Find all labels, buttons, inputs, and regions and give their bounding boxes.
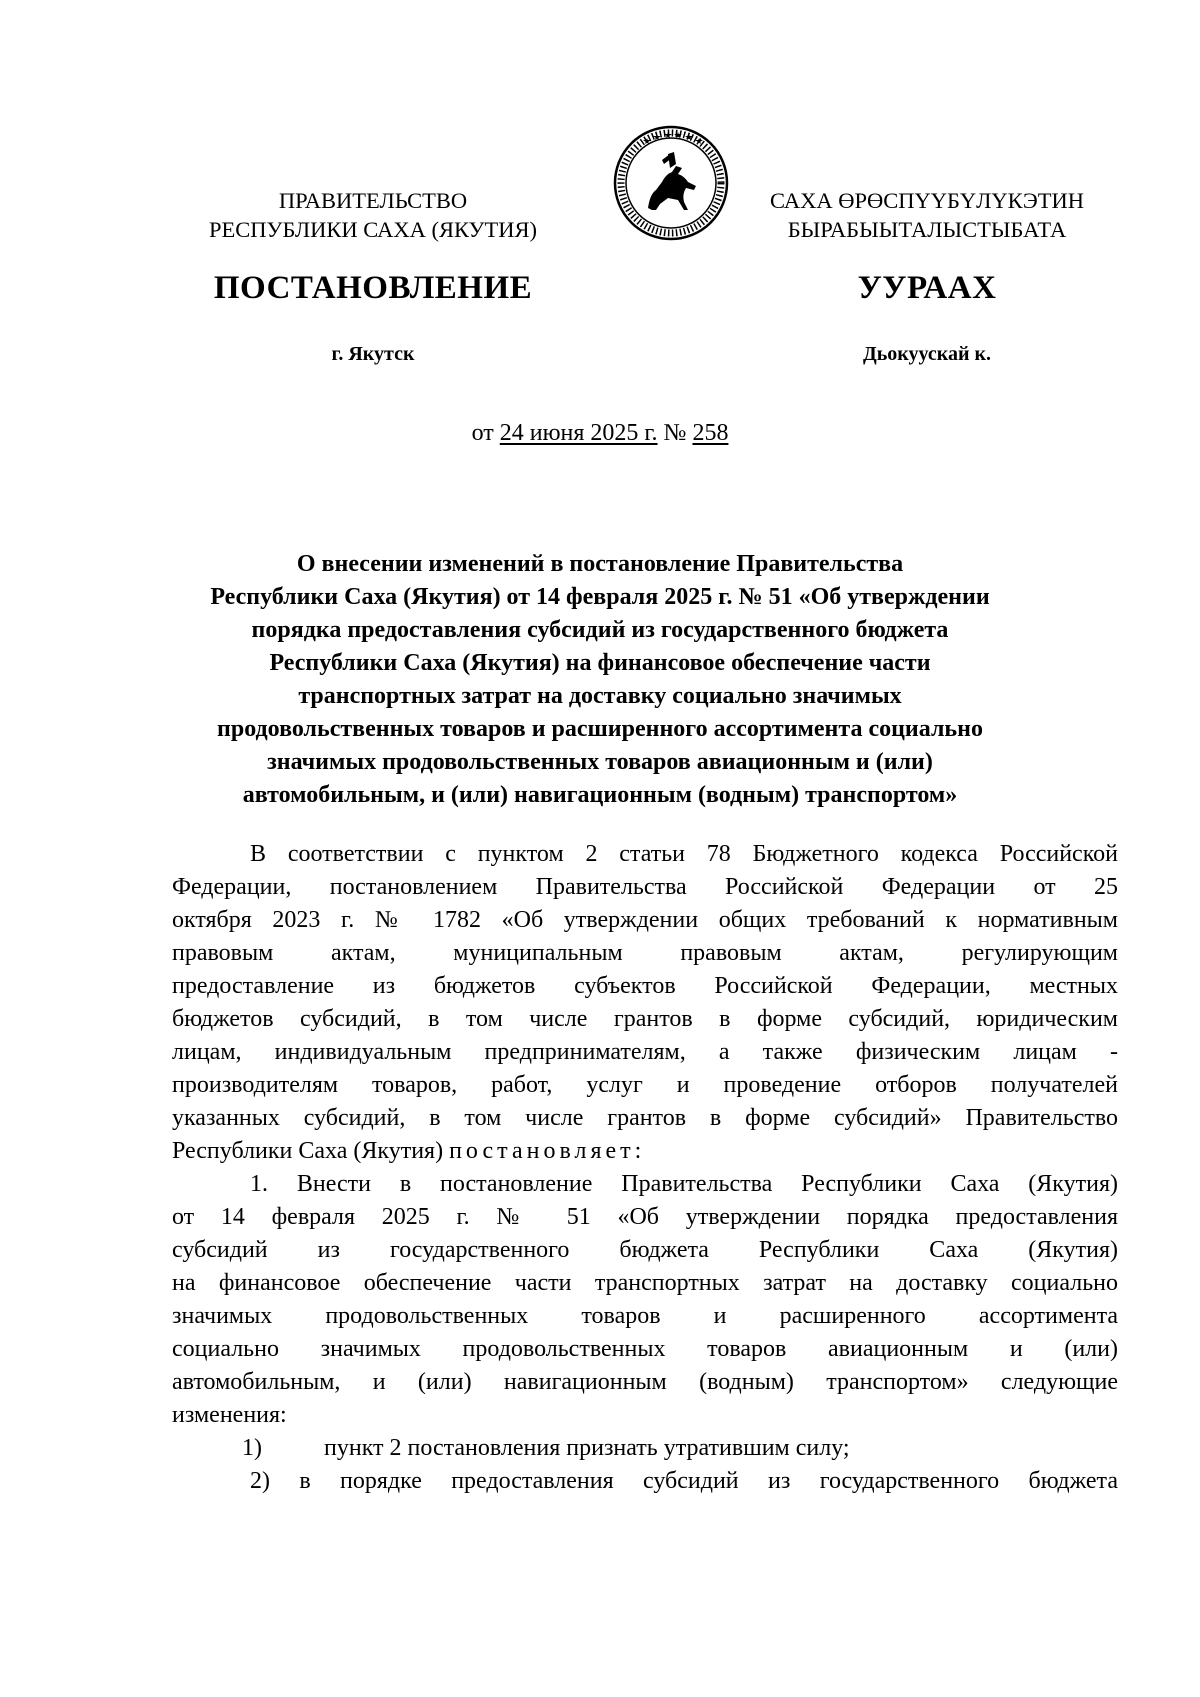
preamble-paragraph bbox=[172, 838, 1118, 1168]
item-1-paragraph bbox=[172, 1168, 1118, 1432]
body-line: изменения: bbox=[172, 1402, 287, 1428]
body-line: предоставление из бюджетов субъектов Российской Федерации, местных bbox=[172, 973, 1118, 999]
title-line: О внесении изменений в постановление Правительства bbox=[296, 551, 904, 577]
body-line: 2) в порядке предоставления субсидий из государственного бюджета bbox=[250, 1468, 1118, 1494]
body-line: от 14 февраля 2025 г. № 51 «Об утверждении порядка предоставления bbox=[172, 1204, 1118, 1230]
document-title bbox=[170, 548, 1030, 812]
government-name-sakha bbox=[717, 186, 1137, 244]
title-line: автомобильным, и (или) навигационным (водным) транспортом» bbox=[242, 782, 958, 808]
resolution-verb: постановляет: bbox=[449, 1138, 646, 1164]
title-line: Республики Саха (Якутия) на финансовое обеспечение части bbox=[269, 650, 931, 676]
city-sakha: Дьокуускай к. bbox=[862, 343, 992, 365]
document-number: 258 bbox=[692, 420, 729, 446]
body-line: значимых продовольственных товаров и расширенного ассортимента bbox=[172, 1303, 1118, 1329]
title-line: продовольственных товаров и расширенного ассортимента социально bbox=[217, 716, 983, 742]
number-sign: № bbox=[663, 420, 687, 446]
document-date: 24 июня 2025 г. bbox=[499, 420, 658, 446]
body-line: 1. Внести в постановление Правительства Республики Саха (Якутия) bbox=[250, 1171, 1118, 1197]
body-line: лицам, индивидуальным предпринимателям, а также физическим лицам - bbox=[172, 1039, 1118, 1065]
body-line: субсидий из государственного бюджета Республики Саха (Якутия) bbox=[172, 1237, 1118, 1263]
list-item bbox=[172, 1432, 1118, 1465]
resolution-prefix: Республики Саха (Якутия) bbox=[172, 1138, 444, 1164]
date-number-line bbox=[0, 418, 1200, 448]
government-name-sakha-line1: САХА ӨРӨСПҮҮБҮЛҮКЭТИН bbox=[769, 188, 1085, 213]
body-line bbox=[172, 1135, 1118, 1168]
list-item-text: пункт 2 постановления признать утратившим силу; bbox=[324, 1435, 850, 1461]
body-line: В соответствии с пунктом 2 статьи 78 Бюджетного кодекса Российской bbox=[250, 841, 1118, 867]
body-line: производителям товаров, работ, услуг и проведение отборов получателей bbox=[172, 1072, 1118, 1098]
body-line: указанных субсидий, в том числе грантов в форме субсидий» Правительство bbox=[172, 1105, 1118, 1131]
date-prefix: от bbox=[471, 420, 494, 446]
coat-of-arms-emblem bbox=[612, 124, 730, 242]
body-line: октября 2023 г. № 1782 «Об утверждении общих требований к нормативным bbox=[172, 907, 1118, 933]
body-line: правовым актам, муниципальным правовым актам, регулирующим bbox=[172, 940, 1118, 966]
city-ru: г. Якутск bbox=[331, 343, 415, 365]
title-line: транспортных затрат на доставку социально значимых bbox=[298, 683, 902, 709]
body-line: на финансовое обеспечение части транспортных затрат на доставку социально bbox=[172, 1270, 1118, 1296]
body-line: автомобильным, и (или) навигационным (водным) транспортом» следующие bbox=[172, 1369, 1118, 1395]
document-body bbox=[172, 838, 1118, 1498]
list-item-number: 1) bbox=[242, 1435, 262, 1461]
title-line: Республики Саха (Якутия) от 14 февраля 2025 г. № 51 «Об утверждении bbox=[210, 584, 990, 610]
body-line: Федерации, постановлением Правительства Российской Федерации от 25 bbox=[172, 874, 1118, 900]
title-line: порядка предоставления субсидий из государственного бюджета bbox=[251, 617, 949, 643]
body-line: бюджетов субсидий, в том числе грантов в форме субсидий, юридическим bbox=[172, 1006, 1118, 1032]
document-type-ru: ПОСТАНОВЛЕНИЕ bbox=[213, 270, 533, 306]
government-name-ru-line1: ПРАВИТЕЛЬСТВО bbox=[278, 188, 468, 213]
government-name-sakha-line2: БЫРАБЫЫТАЛЫСТЫБАТА bbox=[787, 217, 1067, 242]
government-name-ru-line2: РЕСПУБЛИКИ САХА (ЯКУТИЯ) bbox=[209, 217, 537, 242]
title-line: значимых продовольственных товаров авиационным и (или) bbox=[267, 749, 933, 775]
government-name-ru bbox=[173, 186, 573, 244]
body-line: социально значимых продовольственных товаров авиационным и (или) bbox=[172, 1336, 1118, 1362]
document-type-sakha: УУРААХ bbox=[857, 270, 997, 306]
